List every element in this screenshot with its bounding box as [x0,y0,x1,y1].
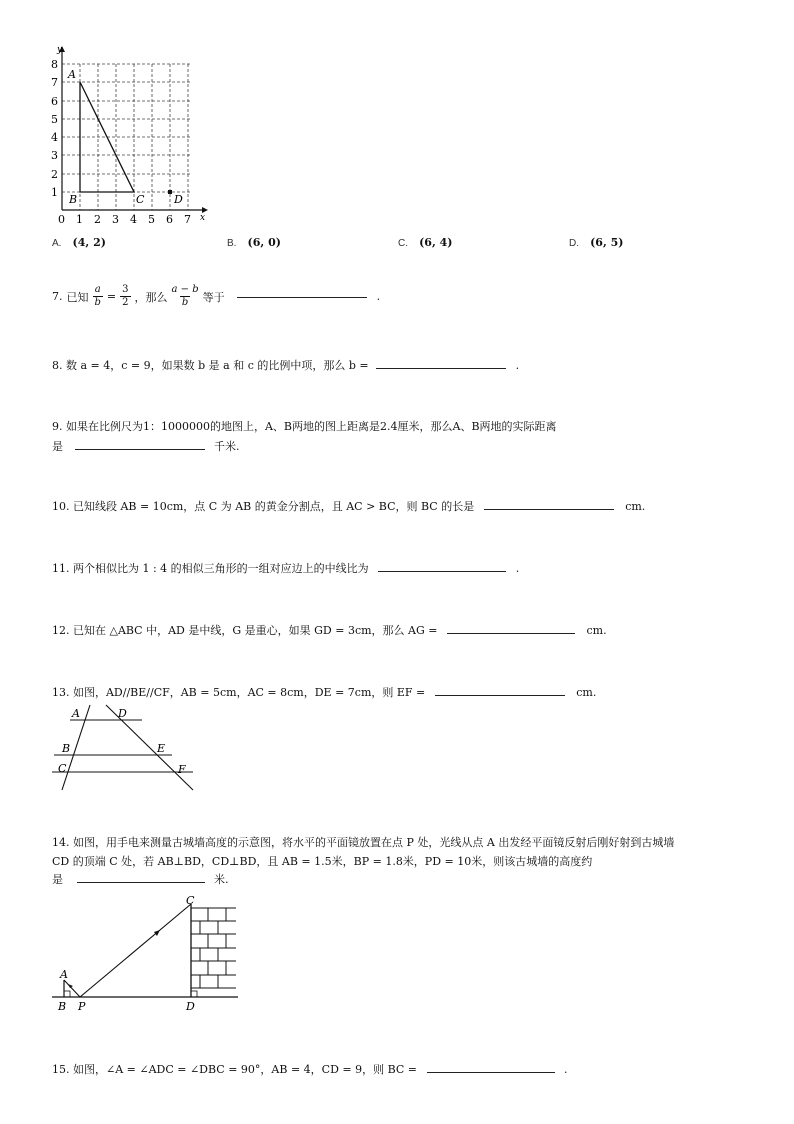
question-text: 15. 如图，∠A = ∠ADC = ∠DBC = 90°，AB = 4，CD = 9，则 BC = [52,1063,418,1076]
y-tick: 4 [51,131,58,144]
x-tick: 4 [130,213,137,226]
x-tick: 2 [94,213,101,226]
unit: cm. [625,500,646,513]
x-tick: 5 [148,213,155,226]
x-tick: 3 [112,213,119,226]
period: . [564,1063,568,1076]
question-text: 千米. [214,440,240,453]
answer-blank[interactable] [378,570,506,572]
x-tick: 7 [184,213,191,226]
question-text: 8. 数 a = 4，c = 9，如果数 b 是 a 和 c 的比例中项，那么 b = [52,359,369,372]
equals-sign: = [106,290,117,303]
y-tick: 2 [51,168,58,181]
denominator: b [181,297,189,308]
answer-blank[interactable] [447,632,575,634]
point-label-d: D [174,193,183,206]
option-value: (6, 5) [590,236,624,249]
point-label-d: D [118,707,127,720]
denominator: b [94,297,101,308]
answer-blank[interactable] [484,508,614,510]
option-value: (4, 2) [72,236,106,249]
point-label-c: C [58,762,67,775]
denominator: 2 [122,297,129,308]
x-axis-label: x [200,213,206,223]
period: . [515,562,520,575]
point-label-a: A [60,968,68,981]
option-letter: B. [227,238,237,249]
y-tick: 1 [51,186,58,199]
answer-blank[interactable] [77,881,205,883]
answer-blank[interactable] [75,448,205,450]
y-tick: 3 [51,149,58,162]
question-11 [52,560,519,576]
y-tick: 6 [51,95,58,108]
unit: cm. [576,686,597,699]
period: . [376,290,381,303]
question-text: 13. 如图，AD//BE//CF，AB = 5cm，AC = 8cm，DE = 7cm，则 EF = [52,686,426,699]
question-7 [52,284,380,309]
question-text: ，那么 [134,290,168,304]
question-9-line1: 9. 如果在比例尺为1：1000000的地图上，A、B两地的图上距离是2.4厘米，那么A、B两地的实际距离 [52,420,557,433]
point-label-b: B [58,1000,67,1013]
x-tick: 1 [76,213,83,226]
answer-blank[interactable] [376,367,506,369]
question-text: 是 [52,440,63,453]
option-b[interactable] [227,231,281,250]
x-tick: 6 [166,213,173,226]
question-13 [52,684,596,700]
y-tick: 8 [51,58,58,71]
unit: cm. [586,624,607,637]
parallel-lines-figure [48,702,198,794]
question-text: 米. [214,873,229,886]
question-15 [52,1061,568,1077]
point-label-d: D [186,1000,195,1013]
point-label-c: C [136,193,145,206]
answer-blank[interactable] [237,296,367,298]
question-14-line1: 14. 如图，用手电来测量古城墙高度的示意图，将水平的平面镜放置在点 P 处，光线从点 A 出发经平面镜反射后刚好射到古城墙 [52,836,675,849]
question-text: 等于 [202,290,225,304]
fraction-3-over-2 [120,284,130,309]
point-label-a: A [72,707,80,720]
coordinate-grid-figure [40,40,220,226]
origin-label: 0 [58,213,65,226]
question-12 [52,622,607,638]
y-tick: 7 [51,76,58,89]
option-a[interactable] [52,231,106,250]
numerator: 3 [122,284,129,295]
question-14-line3 [52,871,229,887]
point-label-a: A [68,68,76,81]
numerator: a − b [171,284,199,295]
question-text: 10. 已知线段 AB = 10cm，点 C 为 AB 的黄金分割点，且 AC > BC，则 BC 的长是 [52,500,475,513]
point-label-c: C [186,894,195,907]
question-text: 已知 [66,290,89,304]
option-letter: C. [398,238,408,249]
answer-blank[interactable] [427,1071,555,1073]
option-value: (6, 4) [419,236,453,249]
point-label-b: B [62,742,71,755]
point-label-e: E [157,742,166,755]
option-value: (6, 0) [247,236,281,249]
city-wall-figure [48,892,240,1014]
question-10 [52,498,645,514]
fraction-a-minus-b-over-b [172,284,199,309]
fraction-a-over-b [93,284,103,309]
option-letter: A. [52,238,62,249]
question-text: 11. 两个相似比为 1 : 4 的相似三角形的一组对应边上的中线比为 [52,562,369,575]
answer-blank[interactable] [435,694,565,696]
option-c[interactable] [398,231,452,250]
question-9-line2 [52,438,240,454]
question-text: 12. 已知在 △ABC 中，AD 是中线，G 是重心，如果 GD = 3cm，那么 AG = [52,624,438,637]
question-text: 是 [52,873,63,886]
point-label-f: F [178,763,186,776]
y-axis-label: y [57,45,63,55]
question-8 [52,357,519,373]
y-tick: 5 [51,113,58,126]
period: . [515,359,520,372]
question-14-line2: CD 的顶端 C 处，若 AB⊥BD，CD⊥BD，且 AB = 1.5米，BP = 1.8米，PD = 10米，则该古城墙的高度约 [52,855,593,868]
numerator: a [94,284,101,295]
option-letter: D. [569,238,579,249]
point-label-b: B [69,193,78,206]
point-label-p: P [78,1000,86,1013]
question-number: 7. [52,290,63,303]
option-d[interactable] [569,231,623,250]
